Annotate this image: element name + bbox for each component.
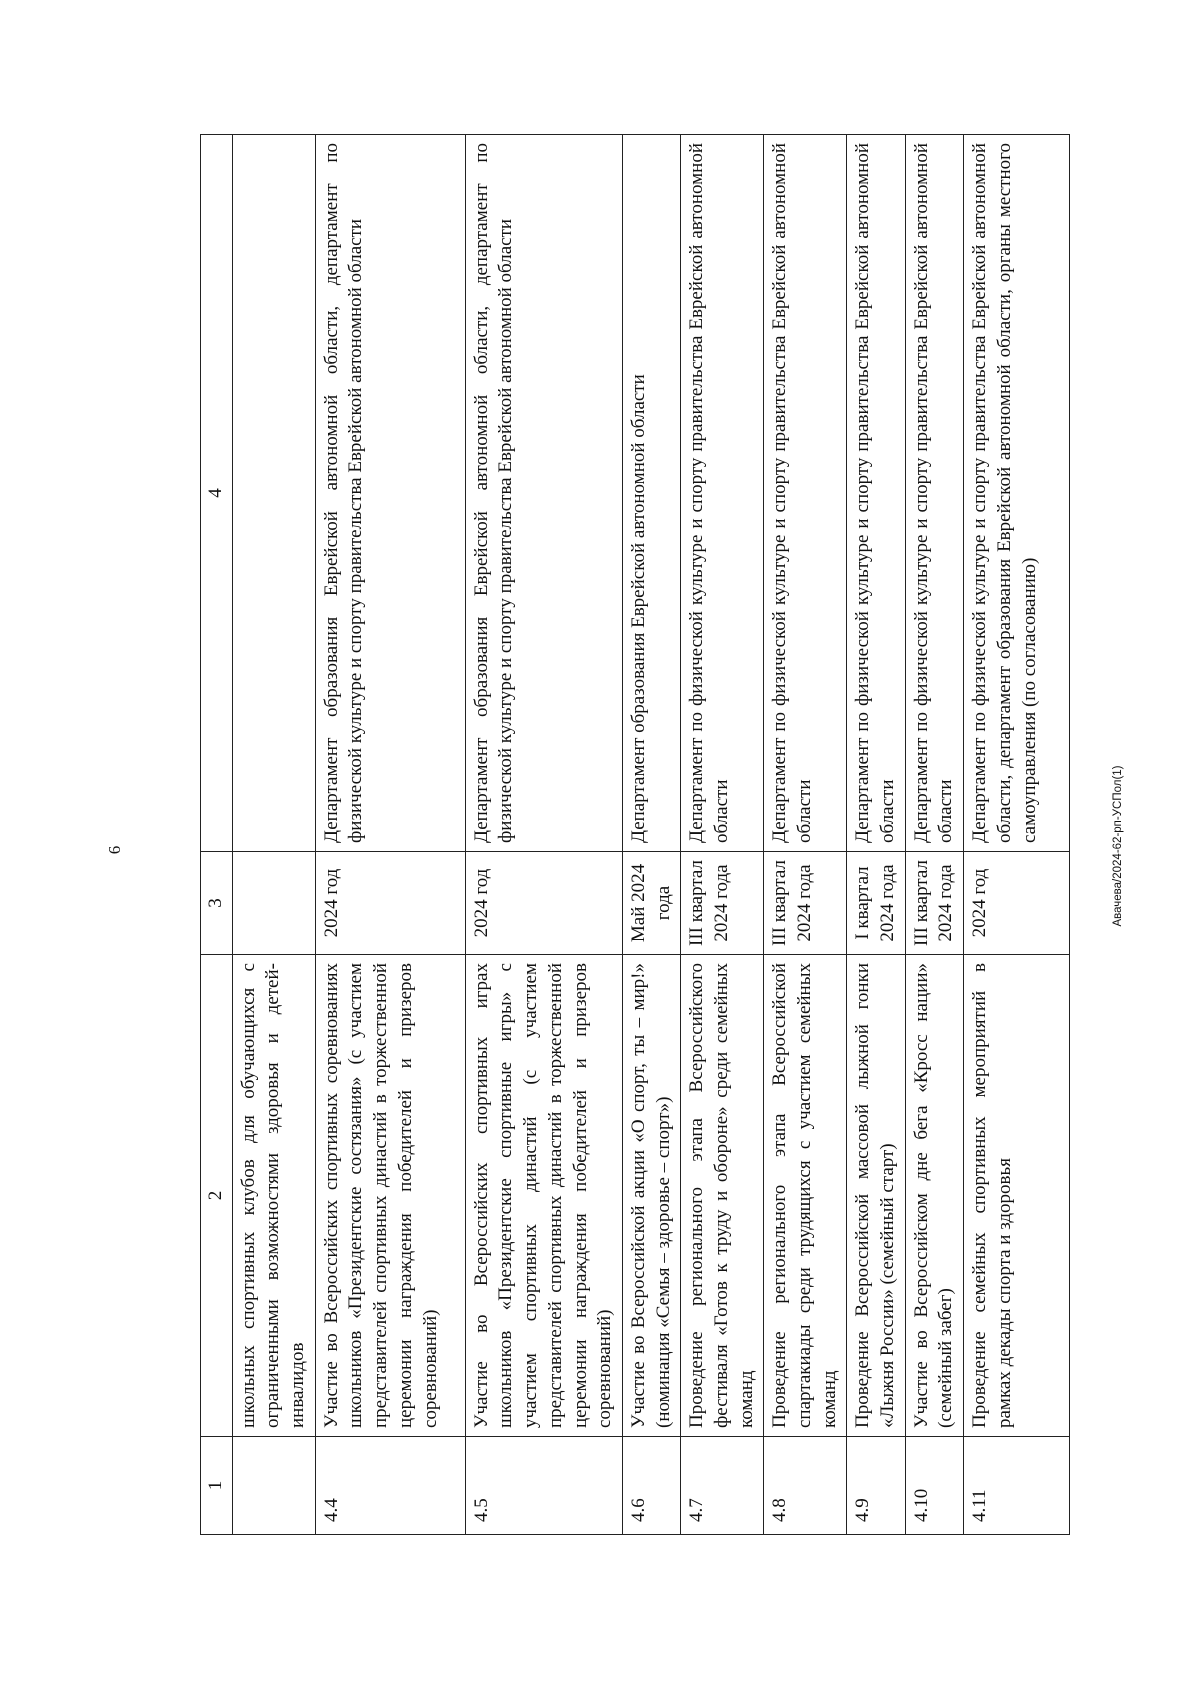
row-responsible: Департамент по физической культуре и спорту правительства Еврейской автономной области, департамент образования Еврейской автономной области, органы местного самоуправления (по согласованию) [964, 135, 1070, 852]
row-deadline: III квартал 2024 года [764, 852, 847, 955]
row-deadline [232, 852, 315, 955]
row-deadline: III квартал 2024 года [905, 852, 963, 955]
header-col-3: 3 [201, 852, 233, 955]
row-event: Участие во Всероссийской акции «О спорт, ты – мир!» (номинация «Семья – здоровье – спорт») [622, 955, 680, 1437]
row-event: Участие во Всероссийском дне бега «Кросс нации» (семейный забег) [905, 955, 963, 1437]
row-event: Участие во Всероссийских спортивных соревнованиях школьников «Президентские состязания» (с участием представителей спортивных династий в торжественной церемонии награждения победителей и призеров соревнований) [315, 955, 465, 1437]
row-responsible: Департамент образования Еврейской автономной области [622, 135, 680, 852]
row-event: Проведение регионального этапа Всероссийской спартакиады среди трудящихся с участием семейных команд [764, 955, 847, 1437]
row-number: 4.11 [964, 1437, 1070, 1535]
row-number: 4.10 [905, 1437, 963, 1535]
header-col-4: 4 [201, 135, 233, 852]
row-deadline: 2024 год [315, 852, 465, 955]
header-col-2: 2 [201, 955, 233, 1437]
row-number: 4.8 [764, 1437, 847, 1535]
table-row [315, 135, 465, 1535]
table-row [465, 135, 622, 1535]
table-row [232, 135, 315, 1535]
document-footer-code: Авачева/2024-62-рп-УСПол(1) [1112, 765, 1124, 927]
row-responsible [232, 135, 315, 852]
row-deadline: 2024 год [465, 852, 622, 955]
row-event: Проведение регионального этапа Всероссийского фестиваля «Готов к труду и обороне» среди семейных команд [681, 955, 764, 1437]
row-responsible: Департамент по физической культуре и спорту правительства Еврейской автономной области [681, 135, 764, 852]
row-event: школьных спортивных клубов для обучающихся с ограниченными возможностями здоровья и детей-инвалидов [232, 955, 315, 1437]
row-responsible: Департамент по физической культуре и спорту правительства Еврейской автономной области [764, 135, 847, 852]
rotated-table-wrapper [200, 135, 1070, 1535]
row-deadline: I квартал 2024 года [847, 852, 905, 955]
header-col-1: 1 [201, 1437, 233, 1535]
row-number: 4.4 [315, 1437, 465, 1535]
table-row [681, 135, 764, 1535]
row-number: 4.5 [465, 1437, 622, 1535]
row-responsible: Департамент образования Еврейской автономной области, департамент по физической культуре и спорту правительства Еврейской автономной области [315, 135, 465, 852]
table-row [764, 135, 847, 1535]
row-number [232, 1437, 315, 1535]
row-deadline: 2024 год [964, 852, 1070, 955]
row-number: 4.9 [847, 1437, 905, 1535]
table-row [622, 135, 680, 1535]
row-event: Проведение семейных спортивных мероприятий в рамках декады спорта и здоровья [964, 955, 1070, 1437]
table-row [964, 135, 1070, 1535]
row-event: Участие во Всероссийских спортивных играх школьников «Президентские спортивные игры» с участием спортивных династий (с участием представителей спортивных династий в торжественной церемонии награждения победителей и призеров соревнований) [465, 955, 622, 1437]
row-deadline: III квартал 2024 года [681, 852, 764, 955]
row-responsible: Департамент по физической культуре и спорту правительства Еврейской автономной области [905, 135, 963, 852]
row-responsible: Департамент образования Еврейской автономной области, департамент по физической культуре и спорту правительства Еврейской автономной области [465, 135, 622, 852]
table-row [847, 135, 905, 1535]
row-number: 4.7 [681, 1437, 764, 1535]
plan-table [200, 134, 1070, 1535]
row-responsible: Департамент по физической культуре и спорту правительства Еврейской автономной области [847, 135, 905, 852]
row-number: 4.6 [622, 1437, 680, 1535]
row-event: Проведение Всероссийской массовой лыжной гонки «Лыжня России» (семейный старт) [847, 955, 905, 1437]
page-number: 6 [105, 845, 124, 855]
row-deadline: Май 2024 года [622, 852, 680, 955]
table-row [905, 135, 963, 1535]
